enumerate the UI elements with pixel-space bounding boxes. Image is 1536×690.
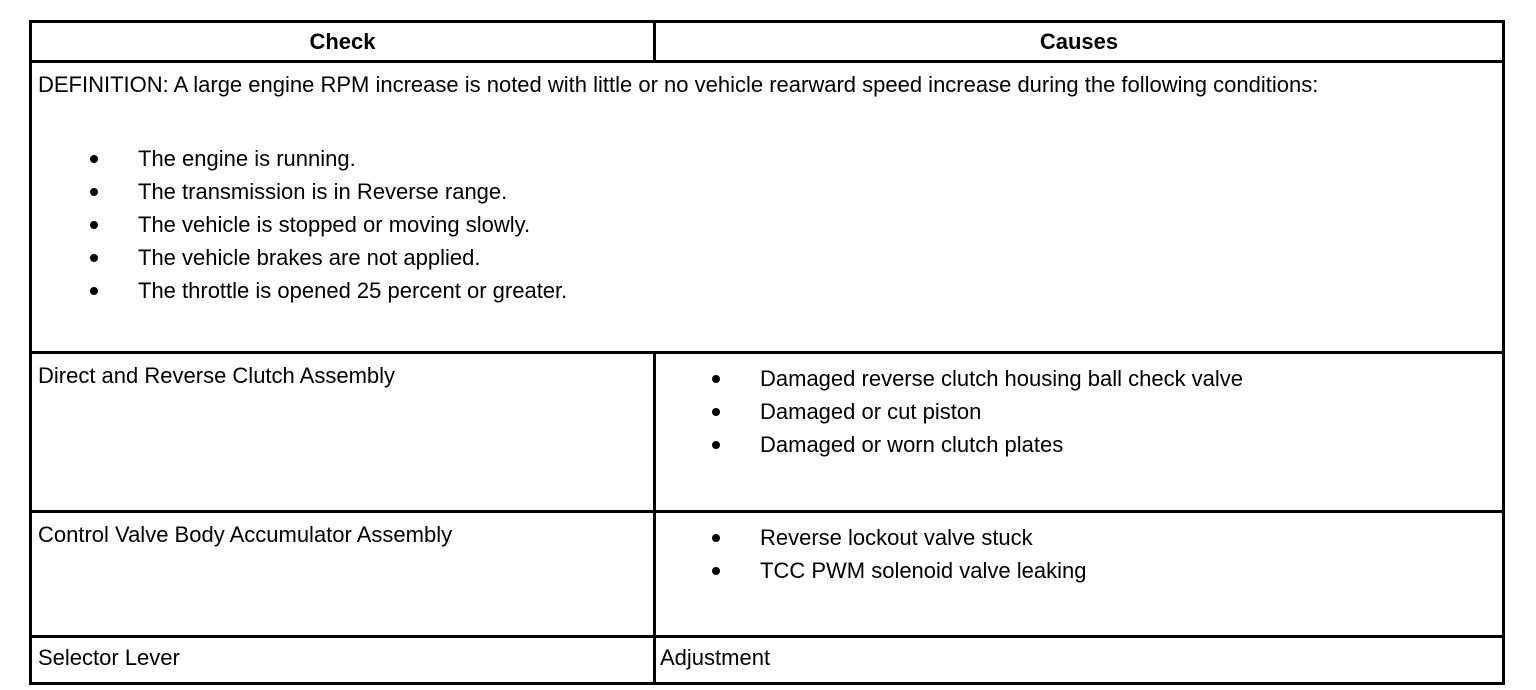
cause-list [656, 362, 1502, 461]
condition-item [38, 142, 1502, 175]
cause-text: Damaged or worn clutch plates [760, 432, 1064, 457]
condition-text: The transmission is in Reverse range. [138, 179, 508, 204]
check-cell: Control Valve Body Accumulator Assembly [31, 512, 655, 637]
cause-text: Reverse lockout valve stuck [760, 525, 1033, 550]
cause-text: Damaged or cut piston [760, 399, 982, 424]
table-row [31, 512, 1504, 637]
bullet-icon [712, 534, 720, 542]
definition-row [31, 62, 1504, 353]
condition-item [38, 175, 1502, 208]
bullet-icon [712, 567, 720, 575]
bullet-icon [90, 188, 98, 196]
definition-cell [31, 62, 1504, 353]
cause-item [656, 521, 1502, 554]
condition-item [38, 241, 1502, 274]
check-cell: Selector Lever [31, 637, 655, 684]
diagnostic-table [29, 20, 1505, 685]
definition-text: DEFINITION: A large engine RPM increase is noted with little or no vehicle rearward speed increase during the following conditions: [38, 72, 1319, 97]
condition-text: The vehicle brakes are not applied. [138, 245, 481, 270]
table-row [31, 637, 1504, 684]
cause-text: Damaged reverse clutch housing ball check valve [760, 366, 1244, 391]
bullet-icon [712, 408, 720, 416]
bullet-icon [90, 221, 98, 229]
cause-item [656, 554, 1502, 587]
check-cell: Direct and Reverse Clutch Assembly [31, 353, 655, 512]
condition-item [38, 208, 1502, 241]
causes-cell [655, 512, 1504, 637]
condition-list [38, 142, 1502, 307]
condition-text: The vehicle is stopped or moving slowly. [138, 212, 531, 237]
header-row [31, 22, 1504, 62]
header-causes: Causes [655, 22, 1504, 62]
header-check: Check [31, 22, 655, 62]
bullet-icon [90, 254, 98, 262]
cause-item [656, 362, 1502, 395]
bullet-icon [90, 155, 98, 163]
condition-text: The engine is running. [138, 146, 356, 171]
causes-cell: Adjustment [655, 637, 1504, 684]
cause-text: TCC PWM solenoid valve leaking [760, 558, 1087, 583]
bullet-icon [712, 375, 720, 383]
bullet-icon [90, 287, 98, 295]
cause-item [656, 428, 1502, 461]
cause-list [656, 521, 1502, 587]
causes-cell [655, 353, 1504, 512]
condition-text: The throttle is opened 25 percent or greater. [138, 278, 568, 303]
bullet-icon [712, 441, 720, 449]
condition-item [38, 274, 1502, 307]
table-row [31, 353, 1504, 512]
cause-item [656, 395, 1502, 428]
